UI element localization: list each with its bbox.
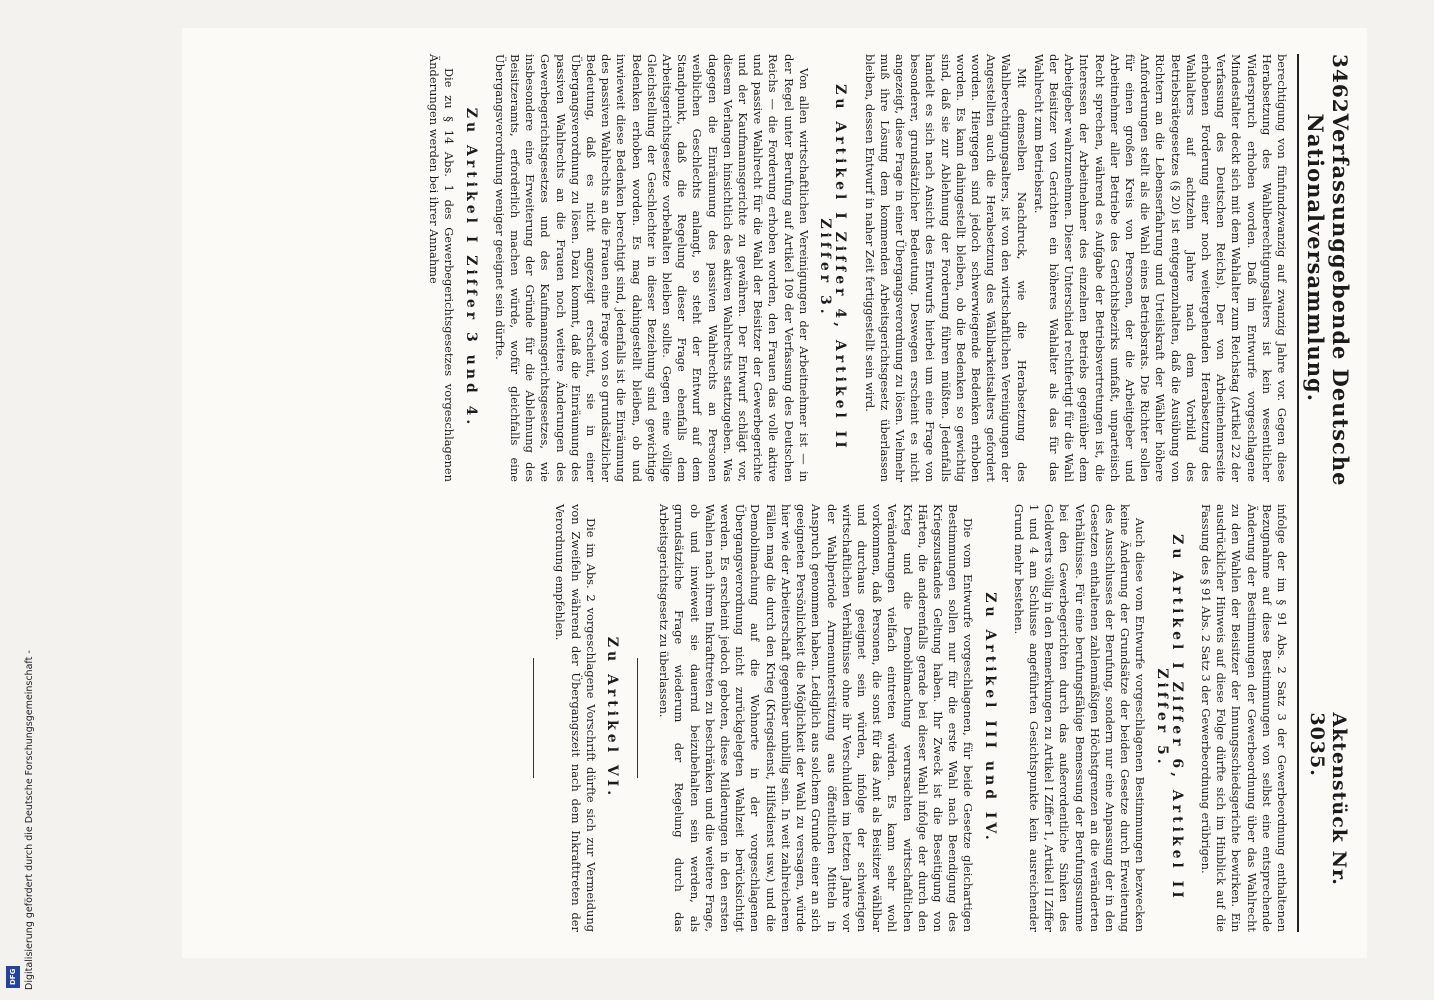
page-header bbox=[1297, 54, 1353, 932]
paragraph: Die im Abs. 2 vorgeschlagene Vorschrift dürfte sich zur Vermeidung von Zweifeln während der Übergangszeit nach dem Inkrafttreten der Verordnung empfehlen. bbox=[553, 504, 598, 932]
logo-text: DFG bbox=[9, 968, 17, 986]
paragraph: Mit demselben Nachdruck, wie die Herabsetzung des Wahlberechtigungsalters, ist von den wirtschaftlichen Vereinigungen der Angestellten auch die Herabsetzung des Wählbarkeitsalters gefordert worden. Hiergegen sind jedoch schwerwiegende Bedenken erhoben worden. Es kann dahingestellt bleiben, ob die Bedenken so gewichtig sind, daß sie zur Ablehnung der Forderung führen müßten. Jedenfalls handelt es sich nach Ansicht des Entwurfs hierbei um eine Frage von besonderer, grundsätzlicher Bedeutung. Deswegen erscheint es nicht angezeigt, diese Frage in einer Übergangsverordnung zu lösen. Vielmehr muß ihre Lösung dem kommenden Arbeitsgerichtsgesetz überlassen bleiben, dessen Entwurf in naher Zeit fertiggestellt sein wird. bbox=[862, 54, 1029, 482]
document-page bbox=[182, 28, 1367, 958]
paragraph: Die vom Entwurfe vorgeschlagenen, für beide Gesetze gleichartigen Bestimmungen sollen nur für die erste Wahl nach Beendigung des Kriegszustandes Geltung haben. Ihr Zweck ist die Beseitigung von Härten, die anderenfalls gerade bei dieser Wahl infolge der durch den Krieg und die Demobilmachung verursachten wirtschaftlichen Veränderungen vielfach eintreten würden. Es kann sehr wohl vorkommen, daß Personen, die sonst für das Amt als Beisitzer wählbar und durchaus geeignet sein würden, infolge der schwierigen wirtschaftlichen Verhältnisse ohne ihr Verschulden im letzten Jahre vor der Wahlperiode Armenunterstützung aus öffentlichen Mitteln in Anspruch genommen haben. Lediglich aus solchem Grunde einer an sich geeigneten Persönlichkeit die Möglichkeit der Wahl zu versagen, würde hier wie der Arbeiterschaft gegenüber unbillig sein. In weit zahlreicheren Fällen mag die durch den Krieg (Kriegsdienst, Hilfsdienst usw.) und die Demobilmachung auf die Wohnorte in der vorgeschlagenen Übergangsverordnung nicht zurückgelegten Wahlzeit berücksichtigt werden. Es erscheint jedoch geboten, diese Milderungen in den ersten Wahlen nach ihrem Inkrafttreten zu beschränken und die weitere Frage, ob und inwieweit sie dauernd beizubehalten sein werden, als grundsätzliche Frage wiederum der Regelung durch das Arbeitsgerichtsgesetz zu überlassen. bbox=[657, 504, 976, 932]
section-heading: Zu Artikel III und IV. bbox=[981, 592, 998, 844]
section-heading: Zu Artikel I Ziffer 3 und 4. bbox=[462, 107, 479, 429]
left-column bbox=[159, 54, 1289, 482]
text-columns bbox=[159, 54, 1289, 932]
paragraph: Von allen wirtschaftlichen Vereinigungen der Arbeitnehmer ist — in der Regel unter Berufung auf Artikel 109 der Verfassung des Deutschen Reichs — die Forderung erhoben worden, den Frauen das volle aktive und passive Wahlrecht für die Wahl der Beisitzer der Gewerbegerichte und der Kaufmannsgerichte zu gewähren. Der Entwurf schlägt vor, diesem Verlangen hinsichtlich des aktiven Wahlrechts stattzugeben. Was dagegen die Einräumung des passiven Wahlrechts an Personen weiblichen Geschlechts anlangt, so steht der Entwurf auf dem Standpunkt, daß die Regelung dieser Frage ebenfalls dem Arbeitsgerichtsgesetze vorbehalten bleiben sollte. Gegen eine völlige Gleichstellung der Geschlechter in dieser Beziehung sind gewichtige Bedenken erhoben worden. Es mag dahingestellt bleiben, ob und inwieweit diese Bedenken berechtigt sind, jedenfalls ist die Einräumung des passiven Wahlrechts an die Frauen eine Frage von so grundsätzlicher Bedeutung, daß es nicht angezeigt erscheint, sie in einer Übergangsverordnung zu lösen. Dazu kommt, daß die Einräumung des passiven Wahlrechts an die Frauen noch weitere Änderungen des Gewerbegerichtsgesetzes und des Kaufmannsgerichtsgesetzes, wie insbesondere eine Erweiterung der Gründe für die Ablehnung des Beisitzeramts, erforderlich machen würde, wofür gleichfalls eine Übergangsverordnung weniger geeignet sein dürfte. bbox=[492, 54, 811, 482]
paragraph: Auch diese vom Entwurfe vorgeschlagenen Bestimmungen bezwecken keine Änderung der Grundsätze der beiden Gesetze durch Erweiterung des Ausschlusses der Berufung, sondern nur eine Anpassung der in den Gesetzen enthaltenen zahlenmäßigen Höchstgrenzen an die veränderten Verhältnisse. Für eine berufungsfähige Bemessung der Berufungssumme bei den Gewerbegerichten durch das außerordentliche Sinken des Geldwerts völlig in den Bemerkungen zu Artikel I Ziffer 1, Artikel II Ziffer 1 und 4 am Schlusse angeführten Gesichtspunkte kein ausreichender Grund mehr bestehen. bbox=[1011, 504, 1148, 932]
section-heading: Zu Artikel I Ziffer 6, Artikel II Ziffer 5. bbox=[1153, 534, 1185, 902]
page-number: 3462 bbox=[1328, 54, 1352, 114]
paragraph: infolge der im § 91 Abs. 2 Satz 3 der Gewerbeordnung enthaltenen Bezugnahme auf diese Bestimmungen von selbst eine entsprechende Änderung der Bestimmungen der Gewerbeordnung über das Wahlrecht zu den Wahlen der Beisitzer der Innungsschiedsgerichte bewirken. Ein ausdrücklicher Hinweis auf diese Folge dürfte sich im Hinblick auf die Fassung des § 91 Abs. 2 Satz 3 der Gewerbeordnung erübrigen. bbox=[1198, 504, 1289, 932]
paragraph: Die zu § 14 Abs. 1 des Gewerbegerichtsgesetzes vorgeschlagenen Änderungen werden bei ihrer Annahme bbox=[427, 54, 457, 482]
divider bbox=[533, 658, 534, 778]
page-title: Verfassunggebende Deutsche Nationalversammlung. bbox=[1303, 113, 1353, 487]
dfg-logo-icon bbox=[6, 966, 20, 988]
divider bbox=[637, 658, 638, 778]
paragraph: berechtigung von fünfundzwanzig auf zwanzig Jahre vor. Gegen diese Herabsetzung des Wahlberechtigungsalters ist kein wesentlicher Widerspruch erhoben worden. Daß im Entwurfe vorgeschlagene Mindestalter deckt sich mit dem Wahlalter zum Reichstag (Artikel 22 der Verfassung des Deutschen Reichs). Der von Arbeitnehmerseite erhobenen Forderung einer noch weitergehenden Herabsetzung des Wahlalters auf achtzehn Jahre nach dem Vorbild des Betriebsrätegesetzes (§ 20) ist entgegenzuhalten, daß die Ausübung von Richtern an die Lebenserfahrung und Urteilskraft der Wähler höhere Anforderungen stellt als die Wahl eines Betriebsrats. Die Richter sollen für einen großen Kreis von Personen, der die Arbeitgeber und Arbeitnehmer aller Betriebe des Gerichtsbezirks umfaßt, unparteiisch Recht sprechen, während es Aufgabe der Betriebsvertretungen ist, die Interessen der Arbeitnehmer des einzelnen Betriebs gegenüber dem Arbeitgeber wahrzunehmen. Dieser Unterschied rechtfertigt für die Wahl der Beisitzer von Gerichten ein höheres Wahlalter als das für das Wahlrecht zum Betriebsrat. bbox=[1031, 54, 1289, 482]
section-heading: Zu Artikel VI. bbox=[604, 636, 621, 800]
right-column bbox=[159, 504, 1289, 932]
digitization-credit bbox=[6, 600, 35, 990]
credit-text: Digitalisierung gefördert durch die Deutsche Forschungsgemeinschaft - bbox=[24, 650, 35, 990]
section-heading: Zu Artikel I Ziffer 4, Artikel II Ziffer 3. bbox=[817, 84, 849, 452]
document-number: Aktenstück Nr. 3035. bbox=[1306, 712, 1350, 886]
